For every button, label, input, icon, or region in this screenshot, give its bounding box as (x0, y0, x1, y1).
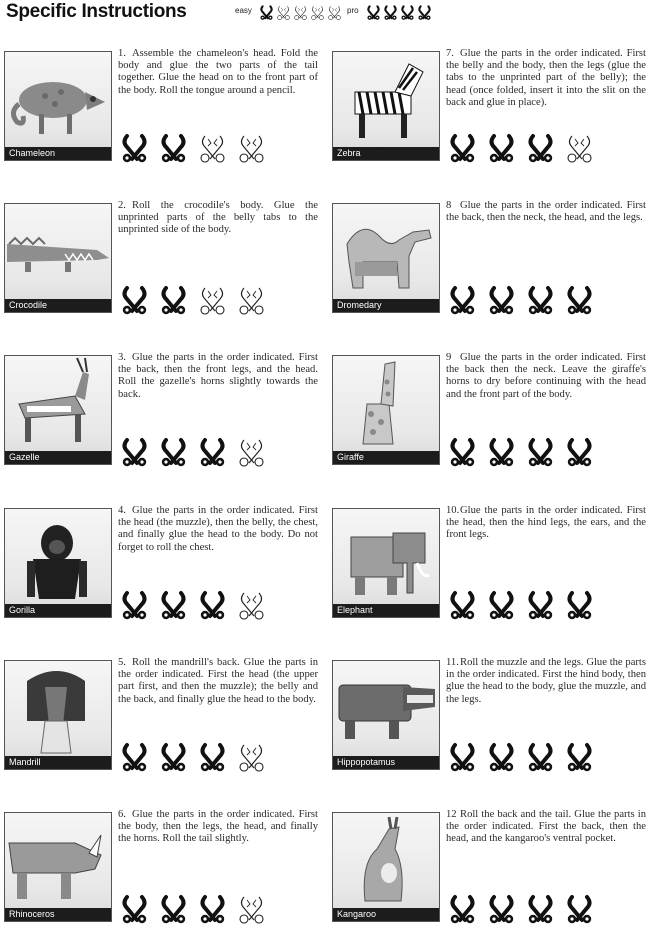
scissors-filled-icon (446, 285, 479, 315)
scissors-filled-icon (118, 742, 151, 772)
easy-label: easy (235, 6, 252, 15)
difficulty-rating (446, 133, 596, 163)
scissors-filled-icon (524, 133, 557, 163)
animal-photo (332, 812, 440, 922)
difficulty-rating (118, 285, 268, 315)
animal-photo (4, 355, 112, 465)
page-title: Specific Instructions (6, 1, 187, 22)
scissors-filled-icon (485, 590, 518, 620)
gazelle-model-icon (5, 356, 111, 452)
instruction-card (4, 505, 320, 620)
step-number: 4. (118, 505, 126, 516)
scissors-filled-icon (365, 4, 382, 21)
scissors-filled-icon (446, 590, 479, 620)
scissors-filled-icon (446, 742, 479, 772)
animal-photo (332, 508, 440, 618)
step-instructions: Roll the mandrill's back. Glue the parts in the order indicated. First the head (the upper part first, and then the muzzle); the belly and the back, and finally glue the head to the body. (118, 657, 318, 705)
difficulty-rating (118, 590, 268, 620)
difficulty-rating (118, 742, 268, 772)
scissors-filled-icon (485, 437, 518, 467)
step-instructions: Glue the parts in the order indicated. First the back, then the front legs, and the head. Roll the gazelle's horns slightly towards the back. (118, 352, 318, 400)
animal-photo (332, 355, 440, 465)
scissors-filled-icon (563, 590, 596, 620)
step-number: 1. (118, 48, 126, 59)
instruction-card (4, 352, 320, 467)
scissors-filled-icon (524, 437, 557, 467)
step-number: 8 (446, 200, 452, 211)
step-number: 5. (118, 657, 126, 668)
scissors-filled-icon (157, 133, 190, 163)
step-instructions: Glue the parts in the order indicated. First the head (the muzzle), then the belly, the chest, and finally glue the head to the body. Do not forget to roll the chest. (118, 505, 318, 553)
step-instructions: Glue the parts in the order indicated. First the belly and the body, then the legs (glue the tabs to the unprinted part of the belly); the head (once folded, insert it into the slit on the back and glue in place). (446, 48, 646, 108)
photo-caption: Gorilla (5, 604, 111, 617)
step-text (446, 200, 646, 224)
step-instructions: Roll the crocodile's body. Glue the unprinted parts of the belly tabs to the unprinted side of the body. (118, 200, 318, 236)
instruction-card (332, 352, 648, 467)
kangaroo-model-icon (333, 813, 439, 909)
animal-photo (332, 51, 440, 161)
scissors-filled-icon (196, 894, 229, 924)
scissors-outline-icon (196, 285, 229, 315)
scissors-filled-icon (446, 437, 479, 467)
step-number: 2. (118, 200, 126, 211)
scissors-filled-icon (157, 590, 190, 620)
step-number: 9 (446, 352, 452, 363)
step-text (118, 200, 318, 237)
scissors-filled-icon (485, 894, 518, 924)
animal-photo (4, 812, 112, 922)
photo-caption: Giraffe (333, 451, 439, 464)
difficulty-rating (446, 590, 596, 620)
scissors-filled-icon (563, 894, 596, 924)
scissors-filled-icon (524, 285, 557, 315)
scissors-filled-icon (157, 894, 190, 924)
difficulty-rating (446, 894, 596, 924)
step-text (118, 48, 318, 97)
step-number: 10. (446, 505, 460, 516)
photo-caption: Mandrill (5, 756, 111, 769)
scissors-filled-icon (485, 742, 518, 772)
photo-caption: Kangaroo (333, 908, 439, 921)
step-instructions: Assemble the chameleon's head. Fold the body and glue the two parts of the tail together. Glue the head on to the front part of the body. Roll the tongue around a pencil. (118, 48, 318, 96)
step-text (446, 505, 646, 542)
step-instructions: Glue the parts in the order indicated. First the head, then the hind legs, the ears, and the front legs. (446, 505, 646, 541)
instruction-card (4, 809, 320, 924)
photo-caption: Rhinoceros (5, 908, 111, 921)
dromedary-model-icon (333, 204, 439, 300)
scissors-outline-icon (235, 590, 268, 620)
instruction-card (4, 200, 320, 315)
instruction-card (4, 48, 320, 163)
scissors-outline-icon (235, 285, 268, 315)
instruction-card (4, 657, 320, 772)
scissors-filled-icon (118, 437, 151, 467)
scissors-filled-icon (563, 285, 596, 315)
easy-scale (258, 4, 343, 21)
scissors-outline-icon (292, 4, 309, 21)
step-number: 12 (446, 809, 457, 820)
step-text (118, 505, 318, 554)
photo-caption: Chameleon (5, 147, 111, 160)
scissors-filled-icon (118, 133, 151, 163)
scissors-filled-icon (446, 894, 479, 924)
scissors-outline-icon (196, 133, 229, 163)
chameleon-model-icon (5, 52, 111, 148)
scissors-outline-icon (309, 4, 326, 21)
step-text (446, 809, 646, 846)
giraffe-model-icon (333, 356, 439, 452)
elephant-model-icon (333, 509, 439, 605)
animal-photo (4, 508, 112, 618)
photo-caption: Zebra (333, 147, 439, 160)
step-instructions: Glue the parts in the order indicated. First the body, then the legs, the head, and finally the horns. Roll the tail slightly. (118, 809, 318, 845)
scissors-filled-icon (196, 590, 229, 620)
step-number: 3. (118, 352, 126, 363)
scissors-outline-icon (275, 4, 292, 21)
scissors-outline-icon (235, 133, 268, 163)
scissors-filled-icon (399, 4, 416, 21)
scissors-filled-icon (416, 4, 433, 21)
scissors-filled-icon (485, 285, 518, 315)
instruction-card (332, 200, 648, 315)
step-instructions: Roll the muzzle and the legs. Glue the parts in the order indicated. First the hind body, then glue the head to the body, glue the muzzle, and the legs. (446, 657, 646, 705)
scissors-filled-icon (524, 590, 557, 620)
scissors-filled-icon (157, 742, 190, 772)
step-text (446, 48, 646, 109)
scissors-filled-icon (157, 285, 190, 315)
difficulty-rating (446, 742, 596, 772)
instruction-card (332, 505, 648, 620)
photo-caption: Crocodile (5, 299, 111, 312)
photo-caption: Elephant (333, 604, 439, 617)
scissors-filled-icon (524, 894, 557, 924)
animal-photo (332, 203, 440, 313)
difficulty-rating (446, 285, 596, 315)
scissors-filled-icon (563, 742, 596, 772)
step-text (446, 352, 646, 401)
difficulty-rating (118, 437, 268, 467)
animal-photo (4, 660, 112, 770)
hippopotamus-model-icon (333, 661, 439, 757)
step-instructions: Glue the parts in the order indicated. First the back, then the neck, the head, and the legs. (446, 200, 646, 224)
instruction-card (332, 48, 648, 163)
scissors-outline-icon (235, 742, 268, 772)
scissors-filled-icon (382, 4, 399, 21)
scissors-filled-icon (524, 742, 557, 772)
scissors-filled-icon (118, 590, 151, 620)
scissors-filled-icon (446, 133, 479, 163)
animal-photo (332, 660, 440, 770)
difficulty-rating (118, 133, 268, 163)
step-text (118, 657, 318, 706)
scissors-outline-icon (563, 133, 596, 163)
scissors-filled-icon (157, 437, 190, 467)
zebra-model-icon (333, 52, 439, 148)
difficulty-rating (446, 437, 596, 467)
crocodile-model-icon (5, 204, 111, 300)
pro-scale (365, 4, 433, 21)
photo-caption: Hippopotamus (333, 756, 439, 769)
animal-photo (4, 51, 112, 161)
scissors-outline-icon (235, 437, 268, 467)
scissors-filled-icon (196, 437, 229, 467)
step-number: 7. (446, 48, 454, 59)
step-text (118, 809, 318, 846)
scissors-filled-icon (258, 4, 275, 21)
mandrill-model-icon (5, 661, 111, 757)
scissors-outline-icon (235, 894, 268, 924)
scissors-filled-icon (563, 437, 596, 467)
step-text (118, 352, 318, 401)
scissors-filled-icon (485, 133, 518, 163)
scissors-filled-icon (196, 742, 229, 772)
scissors-filled-icon (118, 894, 151, 924)
scissors-outline-icon (326, 4, 343, 21)
instruction-card (332, 657, 648, 772)
step-instructions: Glue the parts in the order indicated. First the back then the neck. Leave the giraffe's horns to dry before continuing with the head and the front part of the body. (446, 352, 646, 400)
gorilla-model-icon (5, 509, 111, 605)
pro-label: pro (347, 6, 359, 15)
step-instructions: Roll the back and the tail. Glue the parts in the order indicated. First the back, then the head, and the kangaroo's ventral pocket. (446, 809, 646, 845)
step-number: 11. (446, 657, 459, 668)
step-text (446, 657, 646, 706)
scissors-filled-icon (118, 285, 151, 315)
instruction-card (332, 809, 648, 924)
step-number: 6. (118, 809, 126, 820)
photo-caption: Dromedary (333, 299, 439, 312)
photo-caption: Gazelle (5, 451, 111, 464)
rhinoceros-model-icon (5, 813, 111, 909)
difficulty-rating (118, 894, 268, 924)
animal-photo (4, 203, 112, 313)
